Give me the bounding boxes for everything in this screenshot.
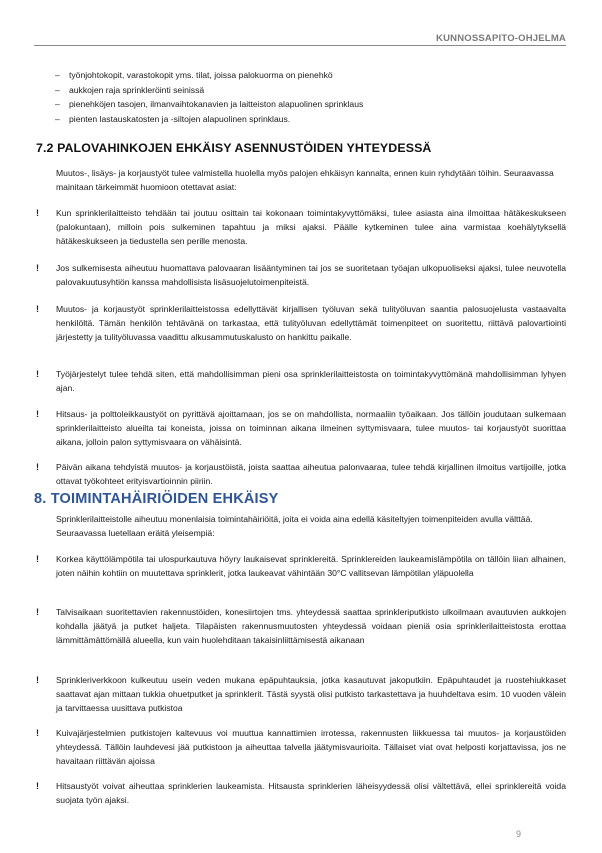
bullet-text: Sprinkleriverkkoon kulkeutuu usein veden mukana epäpuhtauksia, jotka kasautuvat jakoputkiin. Epäpuhtaudet ja ruostehiukkaset saattavat ajan mittaan tukkia ohuetputket ja sprinklerit. Tästä syystä olisi putkisto tarkastettava ja huuhdeltava esim. 10 vuoden välein ja tarvittaessa uusittava putkistoa [56,675,566,713]
bullet-item [36,408,566,449]
running-header-title: KUNNOSSAPITO-OHJELMA [436,33,566,44]
bullet-item [36,553,566,581]
exclamation-icon: ! [36,728,39,738]
bullet-item [36,461,566,489]
exclamation-icon: ! [36,675,39,685]
top-dash-list [55,68,363,126]
bullet-item [36,262,566,290]
bullet-text: Työjärjestelyt tulee tehdä siten, että mahdollisimman pieni osa sprinklerilaitteistosta on toimintakyvyttömänä mahdollisimman lyhyen ajan. [56,369,566,393]
section-7-2-heading: 7.2 PALOVAHINKOJEN EHKÄISY ASENNUSTÖIDEN YHTEYDESSÄ [36,141,432,155]
bullet-item [36,606,566,647]
bullet-text: Jos sulkemisesta aiheutuu huomattava palovaaran lisääntyminen tai jos se suoritetaan työajan ulkopuoliseksi ajaksi, tulee neuvotella palovakuutusyhtiön kanssa mahdollisista lisäsuojelutoimenpiteistä. [56,263,566,287]
list-item: – pienten lastauskatosten ja -siltojen alapuolinen sprinklaus. [55,112,363,127]
bullet-item [36,727,566,768]
exclamation-icon: ! [36,409,39,419]
exclamation-icon: ! [36,208,39,218]
exclamation-icon: ! [36,263,39,273]
bullet-text: Päivän aikana tehdyistä muutos- ja korjaustöistä, joista saattaa aiheutua palonvaaraa, tulee tehdä kirjallinen ilmoitus vartijoille, jotka ottavat työkohteet erityisvartioinnin piiriin. [56,462,566,486]
bullet-text: Hitsaus- ja polttoleikkaustyöt on pyrittävä ajoittamaan, jos se on mahdollista, normaaliin työaikaan. Jos tällöin joudutaan sulkemaan sprinklerilaitteisto alueilta tai koneista, joissa on toiminnan aikana ilmeinen syttymisvaara, tulee muutos- tai korjaustyöt suorittaa aikana, jolloin palon syttymisvaara on vähäisintä. [56,409,566,447]
bullet-text: Hitsaustyöt voivat aiheuttaa sprinklerien laukeamista. Hitsausta sprinklerien läheisyydessä olisi vältettävä, ellei sprinklereitä voida suojata työn ajaksi. [56,781,566,805]
exclamation-icon: ! [36,554,39,564]
exclamation-icon: ! [36,781,39,791]
bullet-item [36,368,566,396]
section-8-intro: Sprinklerilaitteistolle aiheutuu monenlaisia toimintahäiriöitä, joita ei voida aina edellä käsiteltyjen toimenpiteiden avulla välttää. Seuraavassa luetellaan eräitä yleisempiä: [56,514,533,538]
bullet-text: Korkea käyttölämpötila tai ulospurkautuva höyry laukaisevat sprinklereitä. Sprinklereiden laukeamislämpötila on tällöin liian alhainen, joten näihin kohtiin on muutettava sprinklerit, jotka laukeavat vähintään 30°C vallitsevan lämpötilan yläpuolella [56,554,566,578]
page-number: 9 [516,829,522,839]
bullet-item [36,303,566,344]
header-rule [34,45,566,46]
list-item: – työnjohtokopit, varastokopit yms. tilat, joissa palokuorma on pienehkö [55,68,363,83]
exclamation-icon: ! [36,304,39,314]
bullet-text: Kun sprinklerilaitteisto tehdään tai joutuu osittain tai kokonaan toimintakyvyttömäksi, tulee asiasta aina ilmoittaa hätäkeskukseen (palokuntaan), milloin pois sulkeminen tapahtuu ja miksi ajaksi. Päälle kytkeminen tulee aina varmistaa koehälytyksellä hätäkeskukseen ja tiedustella sen perille menosta. [56,208,566,246]
section-8-heading: 8. TOIMINTAHÄIRIÖIDEN EHKÄISY [34,491,279,507]
exclamation-icon: ! [36,462,39,472]
bullet-text: Muutos- ja korjaustyöt sprinklerilaitteistossa edellyttävät kirjallisen työluvan sekä tulityöluvan saantia palosuojelusta vastaavalta henkilöltä. Tämän henkilön tehtävänä on tarkastaa, että tulityöluvan edellyttämät toimenpiteet on suoritettu, riittävä palovartiointi järjestetty ja tulityöluvassa vaadittu alkusammutuskalusto on hankittu paikalle. [56,304,566,342]
list-item: – pienehköjen tasojen, ilmanvaihtokanavien ja laitteiston alapuolinen sprinklaus [55,97,363,112]
exclamation-icon: ! [36,607,39,617]
bullet-text: Kuivajärjestelmien putkistojen kaltevuus voi muuttua kannattimien irrotessa, rakennusten liikkuessa tai muutos- ja korjaustöiden yhteydessä. Tällöin lauhdevesi jää putkistoon ja aiheuttaa talvella jäätymisvaurioita. Tällaiset viat ovat helposti korjattavissa, jos ne havaitaan riittävän ajoissa [56,728,566,766]
bullet-item [36,207,566,248]
bullet-item [36,674,566,715]
list-item: – aukkojen raja sprinkleröinti seinissä [55,83,363,98]
bullet-text: Talvisaikaan suoritettavien rakennustöiden, konesiirtojen tms. yhteydessä saattaa sprinkleriputkisto ulkoilmaan avautuvien aukkojen kohdalla jäätyä ja putket haljeta. Tilapäisten rakennusmuutosten yhteydessä voidaan pieniä osia sprinklerilaitteistosta erottaa lämmittämättömällä alueella, kun vain huolehditaan takaisinliittämisestä aikanaan [56,607,566,645]
section-7-2-intro: Muutos-, lisäys- ja korjaustyöt tulee valmistella huolella myös palojen ehkäisyn kannalta, ennen kuin ryhdytään töihin. Seuraavassa mainitaan tärkeimmät huomioon otettavat asiat: [56,168,554,192]
bullet-item [36,780,566,808]
exclamation-icon: ! [36,369,39,379]
